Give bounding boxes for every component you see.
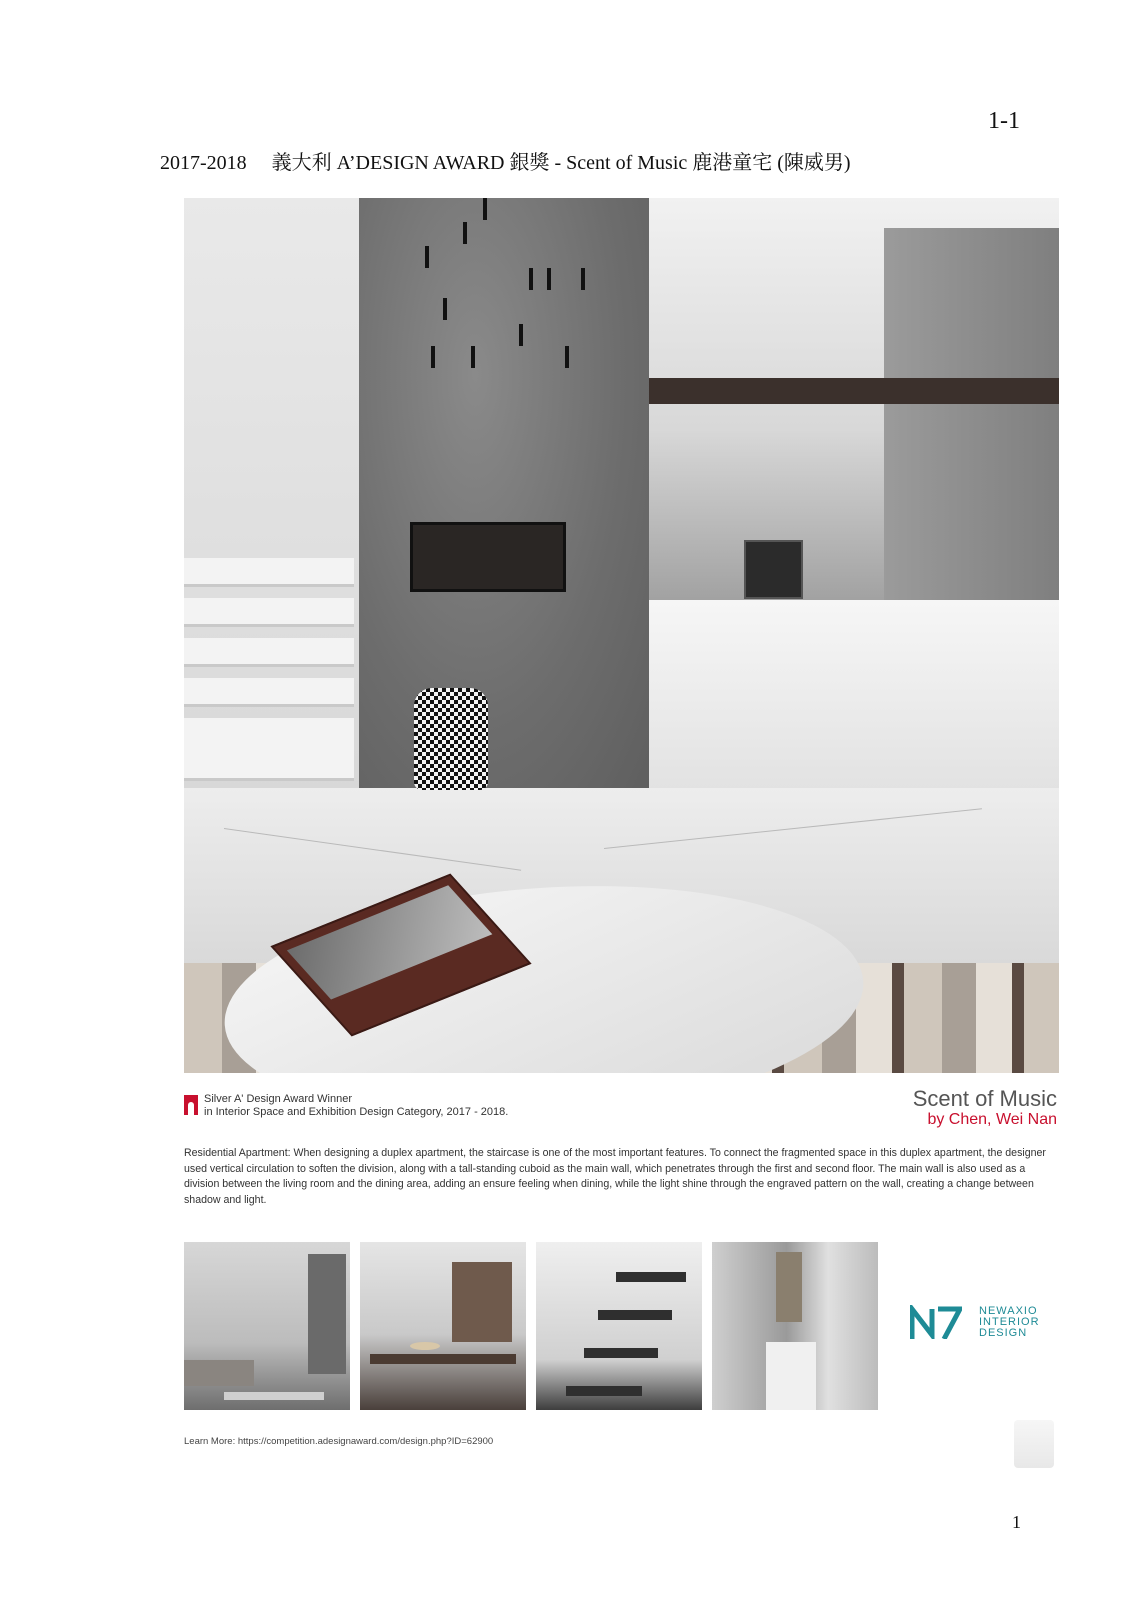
thumbnail-floating-stairs — [536, 1242, 702, 1410]
wall-slot — [431, 346, 435, 368]
wall-slot — [547, 268, 551, 290]
hero-stair-step — [184, 598, 354, 627]
wall-slot — [581, 268, 585, 290]
marble-vein — [224, 828, 521, 871]
hero-oven — [744, 540, 803, 599]
hero-stair-step — [184, 638, 354, 667]
page-title: 2017-2018 義大利 A’DESIGN AWARD 銀獎 - Scent of Music 鹿港童宅 (陳威男) — [160, 152, 851, 174]
wall-slot — [443, 298, 447, 320]
learn-more-link[interactable]: Learn More: https://competition.adesignaward.com/design.php?ID=62900 — [184, 1436, 494, 1447]
award-watermark-icon — [1014, 1420, 1054, 1468]
hero-wall-niche — [410, 522, 566, 592]
a-design-award-logo-icon — [184, 1095, 198, 1115]
thumbnail-dining-room — [360, 1242, 526, 1410]
wall-slot — [519, 324, 523, 346]
project-description: Residential Apartment: When designing a duplex apartment, the staircase is one of the most important features. To connect the fragmented space in this duplex apartment, the designer used vertical circulation to soften the division, along with a tall-standing cuboid as the main wall, which penetrates through the first and second floor. The main wall is also used as a division between the living room and the dining area, adding an ensure feeling when dining, while the light shine through the engraved pattern on the wall, creating a change between shadow and light. — [184, 1147, 1046, 1206]
brand-name: NEWAXIO INTERIOR DESIGN — [979, 1305, 1040, 1339]
hero-cabinet — [884, 228, 1059, 618]
hero-photo — [184, 198, 1059, 1073]
page-number: 1 — [1012, 1512, 1021, 1532]
wall-slot — [529, 268, 533, 290]
thumbnail-corridor — [712, 1242, 878, 1410]
hero-houndstooth-stool — [414, 688, 488, 790]
marble-vein — [604, 808, 982, 849]
wall-slot — [425, 246, 429, 268]
hero-beam — [649, 378, 1059, 404]
hero-stair-step — [184, 678, 354, 707]
project-byline: by Chen, Wei Nan — [927, 1111, 1057, 1128]
wall-slot — [463, 222, 467, 244]
award-line-1: Silver A' Design Award Winner — [204, 1093, 353, 1105]
hero-feature-wall — [359, 198, 649, 788]
thumbnail-living-room — [184, 1242, 350, 1410]
wall-slot — [565, 346, 569, 368]
hero-stair-step — [184, 558, 354, 587]
page-id: 1-1 — [988, 108, 1020, 134]
award-line-2: in Interior Space and Exhibition Design Category, 2017 - 2018. — [204, 1106, 509, 1118]
wall-slot — [483, 198, 487, 220]
hero-stair-step — [184, 718, 354, 781]
newaxio-logo-icon — [910, 1305, 962, 1339]
project-title: Scent of Music — [912, 1086, 1057, 1111]
wall-slot — [471, 346, 475, 368]
